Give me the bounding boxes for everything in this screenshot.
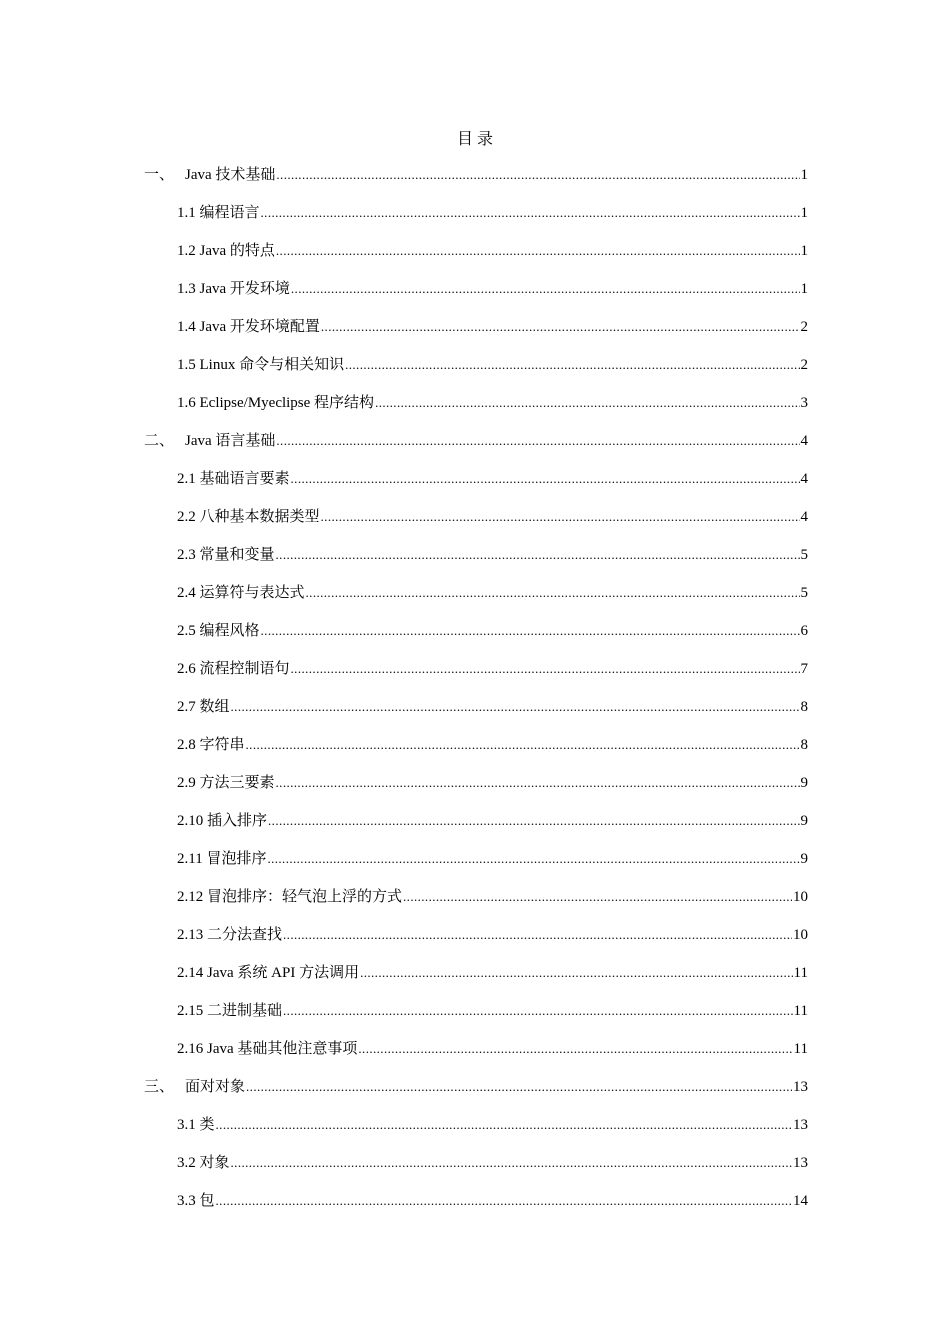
toc-section-entry[interactable] <box>144 195 808 233</box>
toc-page-number: 13 <box>793 1117 808 1133</box>
toc-section-entry[interactable] <box>144 879 808 917</box>
toc-section-entry[interactable] <box>144 1145 808 1183</box>
dot-leader <box>276 423 799 459</box>
toc-entry-title: 1.5 Linux 命令与相关知识 <box>177 357 345 373</box>
toc-page-number: 10 <box>793 927 808 943</box>
toc-page-number: 1 <box>800 243 808 259</box>
toc-page-number: 1 <box>800 281 808 297</box>
dot-leader <box>306 575 800 611</box>
toc-entry-title: 2.11 冒泡排序 <box>177 851 267 867</box>
toc-section-entry[interactable] <box>144 309 808 347</box>
dot-leader <box>231 689 800 725</box>
toc-section-entry[interactable] <box>144 1107 808 1145</box>
dot-leader <box>261 613 800 649</box>
toc-section-entry[interactable] <box>144 727 808 765</box>
toc-page-number: 9 <box>800 813 808 829</box>
toc-section-entry[interactable] <box>144 841 808 879</box>
toc-entry-title: 2.7 数组 <box>177 699 230 715</box>
toc-chapter-number: 三、 <box>144 1079 175 1095</box>
toc-entry-title: 2.6 流程控制语句 <box>177 661 290 677</box>
dot-leader <box>283 917 792 953</box>
toc-entry-title: 面对对象 <box>185 1079 246 1095</box>
toc-section-entry[interactable] <box>144 613 808 651</box>
toc-page-number: 3 <box>800 395 808 411</box>
toc-entry-title: 2.14 Java 系统 API 方法调用 <box>177 965 360 981</box>
toc-page-number: 5 <box>800 585 808 601</box>
toc-page-number: 4 <box>800 509 808 525</box>
dot-leader <box>246 727 800 763</box>
dot-leader <box>360 955 792 991</box>
dot-leader <box>246 1069 792 1105</box>
toc-page-number: 6 <box>800 623 808 639</box>
dot-leader <box>291 271 800 307</box>
dot-leader <box>321 499 800 535</box>
toc-section-entry[interactable] <box>144 1031 808 1069</box>
toc-section-entry[interactable] <box>144 537 808 575</box>
dot-leader <box>267 841 799 877</box>
toc-page-number: 10 <box>793 889 808 905</box>
toc-section-entry[interactable] <box>144 575 808 613</box>
toc-section-entry[interactable] <box>144 271 808 309</box>
toc-entry-title: 2.16 Java 基础其他注意事项 <box>177 1041 358 1057</box>
toc-entry-title: 1.6 Eclipse/Myeclipse 程序结构 <box>177 395 375 411</box>
toc-page-number: 2 <box>800 319 808 335</box>
toc-page-number: 2 <box>800 357 808 373</box>
dot-leader <box>276 233 800 269</box>
toc-entry-title: 1.3 Java 开发环境 <box>177 281 290 297</box>
toc-entry-title: 2.12 冒泡排序：轻气泡上浮的方式 <box>177 889 403 905</box>
toc-entry-title: Java 语言基础 <box>185 433 276 449</box>
dot-leader <box>261 195 800 231</box>
toc-entry-title: 2.13 二分法查找 <box>177 927 283 943</box>
dot-leader <box>345 347 799 383</box>
toc-chapter-entry[interactable] <box>144 1069 808 1107</box>
toc-entry-title: 2.10 插入排序 <box>177 813 268 829</box>
dot-leader <box>358 1031 792 1067</box>
toc-page-number: 11 <box>793 1041 808 1057</box>
toc-chapter-entry[interactable] <box>144 157 808 195</box>
toc-entry-title: 3.3 包 <box>177 1193 215 1209</box>
toc-entry-title: 2.3 常量和变量 <box>177 547 275 563</box>
toc-page-number: 9 <box>800 775 808 791</box>
dot-leader <box>291 651 800 687</box>
toc-page-number: 13 <box>793 1079 808 1095</box>
toc-title: 目 录 <box>456 131 493 148</box>
toc-chapter-number: 二、 <box>144 433 175 449</box>
toc-section-entry[interactable] <box>144 765 808 803</box>
dot-leader <box>231 1145 792 1181</box>
toc-entry-title: 1.2 Java 的特点 <box>177 243 275 259</box>
toc-entry-title: 2.8 字符串 <box>177 737 245 753</box>
toc-section-entry[interactable] <box>144 461 808 499</box>
toc-entry-title: Java 技术基础 <box>185 167 276 183</box>
dot-leader <box>276 537 800 573</box>
toc-page-number: 8 <box>800 737 808 753</box>
dot-leader <box>321 309 800 345</box>
toc-entry-title: 1.4 Java 开发环境配置 <box>177 319 320 335</box>
toc-section-entry[interactable] <box>144 233 808 271</box>
toc-section-entry[interactable] <box>144 1183 808 1221</box>
toc-page-number: 13 <box>793 1155 808 1171</box>
toc-chapter-entry[interactable] <box>144 423 808 461</box>
toc-section-entry[interactable] <box>144 347 808 385</box>
dot-leader <box>403 879 792 915</box>
table-of-contents <box>144 157 808 1221</box>
toc-section-entry[interactable] <box>144 803 808 841</box>
toc-page-number: 8 <box>800 699 808 715</box>
toc-entry-title: 1.1 编程语言 <box>177 205 260 221</box>
toc-page-number: 5 <box>800 547 808 563</box>
dot-leader <box>375 385 799 421</box>
toc-section-entry[interactable] <box>144 499 808 537</box>
dot-leader <box>291 461 800 497</box>
toc-section-entry[interactable] <box>144 917 808 955</box>
dot-leader <box>276 157 799 193</box>
toc-section-entry[interactable] <box>144 955 808 993</box>
toc-page-number: 7 <box>800 661 808 677</box>
dot-leader <box>268 803 799 839</box>
toc-entry-title: 3.2 对象 <box>177 1155 230 1171</box>
toc-chapter-number: 一、 <box>144 167 175 183</box>
dot-leader <box>276 765 800 801</box>
toc-entry-title: 2.1 基础语言要素 <box>177 471 290 487</box>
toc-section-entry[interactable] <box>144 651 808 689</box>
toc-entry-title: 2.2 八种基本数据类型 <box>177 509 320 525</box>
dot-leader <box>283 993 793 1029</box>
toc-section-entry[interactable] <box>144 993 808 1031</box>
toc-page-number: 11 <box>793 965 808 981</box>
toc-entry-title: 2.9 方法三要素 <box>177 775 275 791</box>
toc-page-number: 11 <box>793 1003 808 1019</box>
dot-leader <box>216 1183 792 1219</box>
toc-page-number: 14 <box>793 1193 808 1209</box>
toc-section-entry[interactable] <box>144 385 808 423</box>
toc-entry-title: 2.15 二进制基础 <box>177 1003 283 1019</box>
dot-leader <box>216 1107 792 1143</box>
toc-section-entry[interactable] <box>144 689 808 727</box>
toc-page-number: 4 <box>800 471 808 487</box>
toc-page-number: 1 <box>800 167 808 183</box>
toc-entry-title: 3.1 类 <box>177 1117 215 1133</box>
toc-page-number: 9 <box>800 851 808 867</box>
toc-page-number: 4 <box>800 433 808 449</box>
toc-entry-title: 2.4 运算符与表达式 <box>177 585 305 601</box>
toc-entry-title: 2.5 编程风格 <box>177 623 260 639</box>
toc-page-number: 1 <box>800 205 808 221</box>
